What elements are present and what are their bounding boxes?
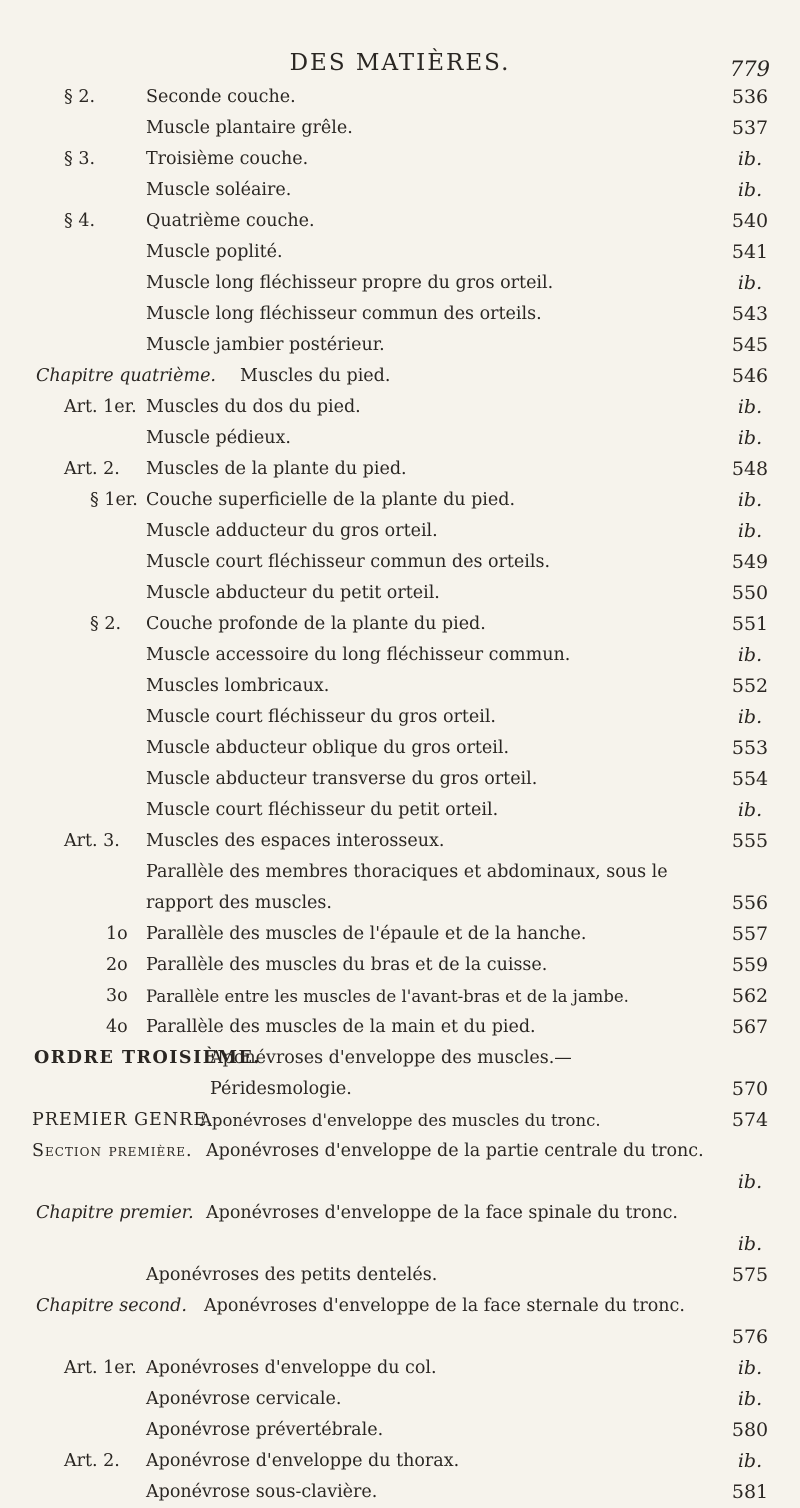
toc-page: 551 bbox=[731, 613, 769, 635]
toc-page: ib. bbox=[737, 272, 763, 294]
toc-text: Parallèle des muscles de la main et du pied. bbox=[146, 1017, 536, 1037]
toc-page: 555 bbox=[731, 830, 769, 852]
toc-text: Muscle abducteur transverse du gros orteil. bbox=[146, 769, 538, 789]
toc-label: 4o bbox=[106, 1017, 128, 1037]
toc-text: Muscle court fléchisseur commun des orteils. bbox=[146, 552, 551, 572]
toc-text: Aponévrose prévertébrale. bbox=[146, 1420, 384, 1440]
toc-text: Aponévroses d'enveloppe du col. bbox=[146, 1358, 437, 1378]
toc-entry bbox=[0, 1415, 800, 1446]
page-title: DES MATIÈRES. bbox=[289, 50, 511, 76]
toc-text: Aponévroses d'enveloppe de la face sternale du tronc. bbox=[204, 1296, 685, 1316]
toc-text: Muscle jambier postérieur. bbox=[146, 335, 385, 355]
toc-text: Quatrième couche. bbox=[146, 211, 315, 231]
toc-page: ib. bbox=[737, 1450, 763, 1472]
toc-page: 581 bbox=[731, 1481, 769, 1503]
toc-label: 2o bbox=[106, 955, 128, 975]
toc-entry bbox=[0, 981, 800, 1012]
toc-entry bbox=[0, 392, 800, 423]
toc-page: 567 bbox=[731, 1016, 769, 1038]
toc-entry bbox=[0, 857, 800, 919]
toc-text: Muscle poplité. bbox=[146, 242, 283, 262]
toc-label: 3o bbox=[106, 986, 128, 1006]
toc-entry bbox=[0, 1291, 800, 1353]
toc-entry bbox=[0, 516, 800, 547]
toc-entry bbox=[0, 299, 800, 330]
toc-text: Muscle court fléchisseur du petit orteil. bbox=[146, 800, 499, 820]
toc-entry bbox=[0, 1353, 800, 1384]
toc-entry bbox=[0, 454, 800, 485]
toc-entry bbox=[0, 1136, 800, 1198]
toc-text: Muscle abducteur du petit orteil. bbox=[146, 583, 440, 603]
toc-entry bbox=[0, 361, 800, 392]
toc-text: Parallèle des membres thoraciques et abdominaux, sous le rapport des muscles. bbox=[146, 862, 668, 913]
toc-text: Troisième couche. bbox=[146, 149, 309, 169]
toc-text: Parallèle entre les muscles de l'avant-bras et de la jambe. bbox=[146, 987, 629, 1006]
toc-page: 550 bbox=[731, 582, 769, 604]
toc-entry bbox=[0, 1043, 800, 1105]
toc-label: § 2. bbox=[64, 87, 96, 107]
toc-text: Aponévrose sous-clavière. bbox=[146, 1482, 378, 1502]
toc-page: 546 bbox=[731, 365, 769, 387]
toc-entry bbox=[0, 268, 800, 299]
toc-label: Art. 1er. bbox=[64, 1358, 137, 1378]
toc-text: Couche profonde de la plante du pied. bbox=[146, 614, 486, 634]
toc-text: Muscle long fléchisseur commun des orteils. bbox=[146, 304, 542, 324]
toc-entry bbox=[0, 1260, 800, 1291]
toc-text: Aponévroses des petits dentelés. bbox=[146, 1265, 438, 1285]
toc-label: ORDRE TROISIÈME. bbox=[34, 1048, 261, 1068]
toc-text: Muscle abducteur oblique du gros orteil. bbox=[146, 738, 510, 758]
toc-entry bbox=[0, 733, 800, 764]
toc-entry bbox=[0, 640, 800, 671]
toc-text: Aponévroses d'enveloppe des muscles.— Péridesmologie. bbox=[210, 1048, 572, 1099]
toc-entry bbox=[0, 1477, 800, 1508]
toc-entry bbox=[0, 826, 800, 857]
toc-text: Muscle long fléchisseur propre du gros orteil. bbox=[146, 273, 554, 293]
toc-entry bbox=[0, 206, 800, 237]
toc-label: Art. 2. bbox=[64, 459, 120, 479]
toc-entry bbox=[0, 423, 800, 454]
toc-text: Muscle soléaire. bbox=[146, 180, 292, 200]
toc-page: ib. bbox=[737, 148, 763, 170]
toc-text: Muscles des espaces interosseux. bbox=[146, 831, 445, 851]
toc-page: ib. bbox=[737, 799, 763, 821]
toc-label: 1o bbox=[106, 924, 128, 944]
toc-page: ib. bbox=[737, 427, 763, 449]
toc-page: 575 bbox=[731, 1264, 769, 1286]
toc-entry bbox=[0, 1384, 800, 1415]
toc-page: 541 bbox=[731, 241, 769, 263]
toc-label: § 4. bbox=[64, 211, 96, 231]
toc-page: ib. bbox=[737, 706, 763, 728]
toc-text: Muscles du pied. bbox=[240, 366, 391, 386]
toc-text: Aponévrose d'enveloppe du thorax. bbox=[146, 1451, 460, 1471]
toc-text: Parallèle des muscles de l'épaule et de la hanche. bbox=[146, 924, 587, 944]
toc-page: 553 bbox=[731, 737, 769, 759]
toc-page: 556 bbox=[731, 892, 769, 914]
toc-page: ib. bbox=[737, 179, 763, 201]
toc-page: 545 bbox=[731, 334, 769, 356]
toc-entry bbox=[0, 1105, 800, 1136]
toc-entry bbox=[0, 237, 800, 268]
toc-text: Muscle plantaire grêle. bbox=[146, 118, 353, 138]
toc-text: Aponévroses d'enveloppe de la partie centrale du tronc. bbox=[206, 1141, 704, 1161]
toc-page: ib. bbox=[737, 520, 763, 542]
toc-label: § 2. bbox=[90, 614, 122, 634]
toc-page: 554 bbox=[731, 768, 769, 790]
toc-label: Section première. bbox=[32, 1141, 193, 1161]
toc-label: § 3. bbox=[64, 149, 96, 169]
toc-text: Muscles de la plante du pied. bbox=[146, 459, 407, 479]
toc-entry bbox=[0, 578, 800, 609]
toc-page: 570 bbox=[731, 1078, 769, 1100]
toc-entry bbox=[0, 764, 800, 795]
toc-page: 574 bbox=[731, 1109, 769, 1131]
toc-page: 540 bbox=[731, 210, 769, 232]
toc-entry bbox=[0, 950, 800, 981]
toc-page: 562 bbox=[731, 985, 769, 1007]
toc-label: Art. 1er. bbox=[64, 397, 137, 417]
toc-text: Aponévrose cervicale. bbox=[146, 1389, 342, 1409]
toc-text: Aponévroses d'enveloppe de la face spinale du tronc. bbox=[206, 1203, 678, 1223]
toc-entry bbox=[0, 82, 800, 113]
toc-page: ib. bbox=[737, 396, 763, 418]
toc-entry bbox=[0, 113, 800, 144]
toc-page: 549 bbox=[731, 551, 769, 573]
toc-page: ib. bbox=[737, 644, 763, 666]
toc-label: § 1er. bbox=[90, 490, 138, 510]
toc-label: Art. 3. bbox=[64, 831, 120, 851]
toc-page: ib. bbox=[737, 1357, 763, 1379]
toc-entry bbox=[0, 609, 800, 640]
toc-page: 580 bbox=[731, 1419, 769, 1441]
toc-text: Muscle pédieux. bbox=[146, 428, 291, 448]
toc-page: ib. bbox=[737, 1171, 763, 1193]
toc-page: 548 bbox=[731, 458, 769, 480]
toc-label: Chapitre premier. bbox=[36, 1203, 194, 1223]
toc-entry bbox=[0, 175, 800, 206]
toc-page: ib. bbox=[737, 1388, 763, 1410]
toc-text: Muscle court fléchisseur du gros orteil. bbox=[146, 707, 496, 727]
toc-entry bbox=[0, 795, 800, 826]
toc-entry bbox=[0, 671, 800, 702]
toc-text: Muscles lombricaux. bbox=[146, 676, 330, 696]
toc-entry bbox=[0, 485, 800, 516]
toc-text: Muscles du dos du pied. bbox=[146, 397, 361, 417]
toc-label: Chapitre quatrième. bbox=[36, 366, 216, 386]
toc-label: PREMIER GENRE. bbox=[32, 1110, 214, 1130]
toc-text: Parallèle des muscles du bras et de la cuisse. bbox=[146, 955, 548, 975]
toc-entry bbox=[0, 144, 800, 175]
toc-page: 559 bbox=[731, 954, 769, 976]
toc-label: Chapitre second. bbox=[36, 1296, 187, 1316]
toc-page: 552 bbox=[731, 675, 769, 697]
toc-entry bbox=[0, 919, 800, 950]
toc-text: Muscle accessoire du long fléchisseur commun. bbox=[146, 645, 571, 665]
toc-page: 543 bbox=[731, 303, 769, 325]
toc-page: 536 bbox=[731, 86, 769, 108]
toc-entry bbox=[0, 330, 800, 361]
toc-page: 537 bbox=[731, 117, 769, 139]
toc-entry bbox=[0, 1198, 800, 1260]
toc-text: Aponévroses d'enveloppe des muscles du tronc. bbox=[200, 1111, 601, 1130]
toc-page: 576 bbox=[731, 1326, 769, 1348]
toc-text: Seconde couche. bbox=[146, 87, 296, 107]
toc-text: Muscle adducteur du gros orteil. bbox=[146, 521, 438, 541]
table-of-contents bbox=[0, 82, 800, 1508]
toc-text: Couche superficielle de la plante du pied. bbox=[146, 490, 516, 510]
toc-entry bbox=[0, 547, 800, 578]
toc-entry bbox=[0, 1012, 800, 1043]
toc-page: ib. bbox=[737, 489, 763, 511]
page-number: 779 bbox=[729, 57, 770, 81]
toc-page: 557 bbox=[731, 923, 769, 945]
toc-entry bbox=[0, 1446, 800, 1477]
toc-entry bbox=[0, 702, 800, 733]
toc-label: Art. 2. bbox=[64, 1451, 120, 1471]
toc-page: ib. bbox=[737, 1233, 763, 1255]
